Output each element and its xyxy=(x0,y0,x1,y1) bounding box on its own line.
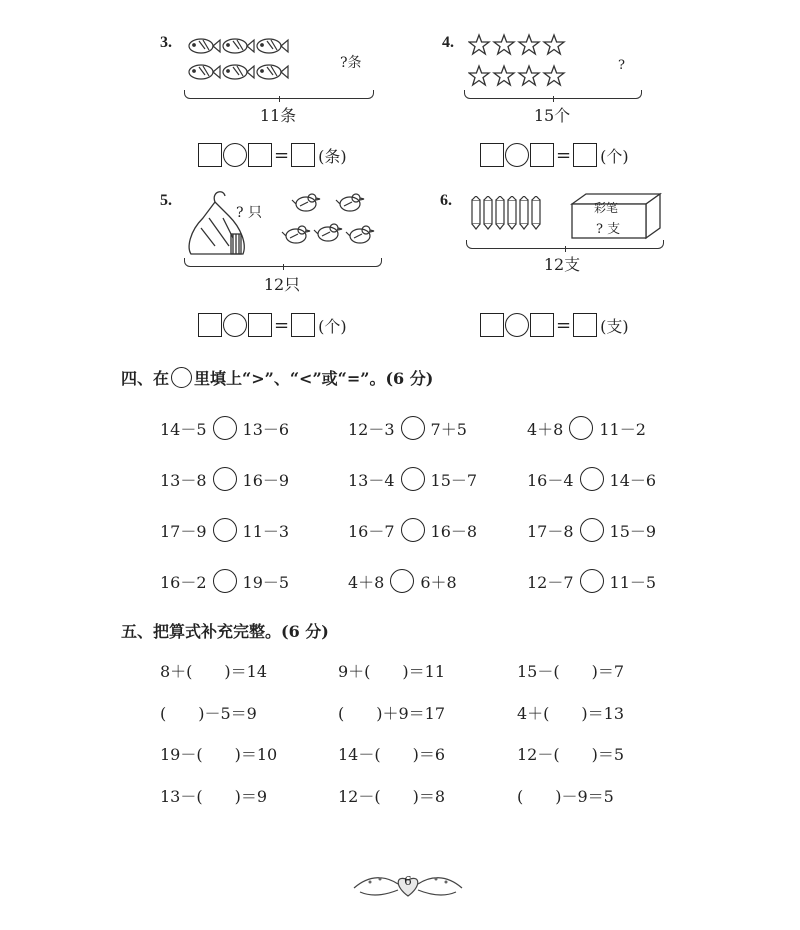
compare-circle[interactable] xyxy=(390,569,414,593)
right-expression: 11－3 xyxy=(242,521,290,541)
fill-blank-item[interactable]: 4＋( )＝13 xyxy=(517,704,625,723)
compare-circle[interactable] xyxy=(580,518,604,542)
right-expression: 13－6 xyxy=(242,419,290,439)
compare-item xyxy=(160,416,289,440)
right-expression: 11－2 xyxy=(599,419,646,439)
compare-circle[interactable] xyxy=(401,416,425,440)
compare-item xyxy=(348,518,477,542)
right-expression: 16－8 xyxy=(430,521,478,541)
problem-6-brace xyxy=(466,240,664,249)
compare-item xyxy=(527,416,646,440)
star-group-icon xyxy=(468,33,578,91)
problem-3-total: 11条 xyxy=(259,106,297,125)
compare-item xyxy=(160,569,289,593)
compare-item xyxy=(160,518,289,542)
answer-box[interactable] xyxy=(291,313,315,337)
compare-item xyxy=(348,569,457,593)
operator-circle[interactable] xyxy=(505,143,529,167)
right-expression: 6＋8 xyxy=(420,572,457,592)
answer-box[interactable] xyxy=(573,313,597,337)
compare-item xyxy=(527,518,656,542)
answer-box[interactable] xyxy=(573,143,597,167)
problem-3-question: ?条 xyxy=(340,55,362,71)
bird-group-icon xyxy=(278,190,378,250)
equals-sign: = xyxy=(556,144,572,166)
fill-blank-item[interactable]: ( )＋9＝17 xyxy=(338,704,446,723)
right-expression: 11－5 xyxy=(609,572,657,592)
problem-5-equation xyxy=(198,313,347,337)
left-expression: 16－7 xyxy=(348,521,395,541)
right-expression: 19－5 xyxy=(242,572,290,592)
problem-3-number: 3. xyxy=(160,34,172,51)
compare-item xyxy=(527,467,656,491)
unit-label: (条) xyxy=(318,146,347,166)
fish-group-icon xyxy=(185,35,295,90)
equals-sign: = xyxy=(274,144,290,166)
compare-circle[interactable] xyxy=(213,467,237,491)
pencils-icon xyxy=(470,196,550,232)
fill-blank-item[interactable]: 19－( )＝10 xyxy=(160,745,278,764)
fill-blank-item[interactable]: 13－( )＝9 xyxy=(160,787,268,806)
problem-6-equation xyxy=(480,313,629,337)
compare-item xyxy=(348,467,477,491)
problem-5-brace xyxy=(184,258,382,267)
answer-box[interactable] xyxy=(291,143,315,167)
fill-blank-item[interactable]: 12－( )＝8 xyxy=(338,787,446,806)
compare-item xyxy=(160,467,289,491)
left-expression: 17－9 xyxy=(160,521,207,541)
compare-circle[interactable] xyxy=(569,416,593,440)
section-4-title-start: 四、在 xyxy=(121,369,170,388)
compare-circle[interactable] xyxy=(580,569,604,593)
left-expression: 12－7 xyxy=(527,572,574,592)
fill-blank-item[interactable]: 14－( )＝6 xyxy=(338,745,446,764)
fill-blank-item[interactable]: 15－( )＝7 xyxy=(517,662,625,681)
answer-box[interactable] xyxy=(248,313,272,337)
answer-box[interactable] xyxy=(530,143,554,167)
right-expression: 15－9 xyxy=(609,521,657,541)
right-expression: 7＋5 xyxy=(430,419,467,439)
crayon-box-label-bottom: ? 支 xyxy=(596,222,621,237)
fill-blank-item[interactable]: ( )－5＝9 xyxy=(160,704,257,723)
answer-box[interactable] xyxy=(480,313,504,337)
answer-box[interactable] xyxy=(198,143,222,167)
section-5-title: 五、把算式补充完整。(6 分) xyxy=(121,622,329,641)
section-4-title-end: 里填上“>”、“<”或“=”。(6 分) xyxy=(194,369,434,388)
answer-box[interactable] xyxy=(198,313,222,337)
problem-4-brace xyxy=(464,90,642,99)
problem-4-question: ? xyxy=(618,58,625,73)
problem-4-equation xyxy=(480,143,629,167)
compare-circle[interactable] xyxy=(213,416,237,440)
left-expression: 17－8 xyxy=(527,521,574,541)
problem-4-total: 15个 xyxy=(533,106,571,125)
compare-circle[interactable] xyxy=(580,467,604,491)
problem-6-total: 12支 xyxy=(543,255,581,274)
right-expression: 16－9 xyxy=(242,470,290,490)
problem-3-equation xyxy=(198,143,347,167)
crayon-box-label-top: 彩笔 xyxy=(594,201,619,215)
left-expression: 13－4 xyxy=(348,470,395,490)
compare-item xyxy=(348,416,467,440)
answer-box[interactable] xyxy=(530,313,554,337)
fill-blank-item[interactable]: 8＋( )＝14 xyxy=(160,662,268,681)
problem-5-number: 5. xyxy=(160,192,172,209)
fill-blank-item[interactable]: ( )－9＝5 xyxy=(517,787,614,806)
operator-circle[interactable] xyxy=(223,143,247,167)
compare-circle[interactable] xyxy=(213,518,237,542)
problem-5-total: 12只 xyxy=(263,275,301,294)
right-expression: 15－7 xyxy=(430,470,478,490)
circle-symbol-icon xyxy=(171,367,192,388)
bag-icon xyxy=(185,188,255,258)
left-expression: 12－3 xyxy=(348,419,395,439)
equals-sign: = xyxy=(274,314,290,336)
problem-5-question: ? 只 xyxy=(236,205,262,221)
equals-sign: = xyxy=(556,314,572,336)
operator-circle[interactable] xyxy=(505,313,529,337)
answer-box[interactable] xyxy=(480,143,504,167)
compare-circle[interactable] xyxy=(401,518,425,542)
compare-circle[interactable] xyxy=(401,467,425,491)
left-expression: 13－8 xyxy=(160,470,207,490)
left-expression: 16－2 xyxy=(160,572,207,592)
left-expression: 16－4 xyxy=(527,470,574,490)
section-4-title xyxy=(121,366,433,389)
problem-6-number: 6. xyxy=(440,192,452,209)
unit-label: (个) xyxy=(318,316,347,336)
left-expression: 4＋8 xyxy=(527,419,564,439)
unit-label: (个) xyxy=(600,146,629,166)
fill-blank-item[interactable]: 12－( )＝5 xyxy=(517,745,625,764)
compare-item xyxy=(527,569,656,593)
operator-circle[interactable] xyxy=(223,313,247,337)
left-expression: 4＋8 xyxy=(348,572,385,592)
problem-3-brace xyxy=(184,90,374,99)
answer-box[interactable] xyxy=(248,143,272,167)
unit-label: (支) xyxy=(600,316,629,336)
page-number: 6 xyxy=(404,874,412,888)
compare-circle[interactable] xyxy=(213,569,237,593)
fill-blank-item[interactable]: 9＋( )＝11 xyxy=(338,662,446,681)
left-expression: 14－5 xyxy=(160,419,207,439)
right-expression: 14－6 xyxy=(609,470,657,490)
problem-4-number: 4. xyxy=(442,34,454,51)
